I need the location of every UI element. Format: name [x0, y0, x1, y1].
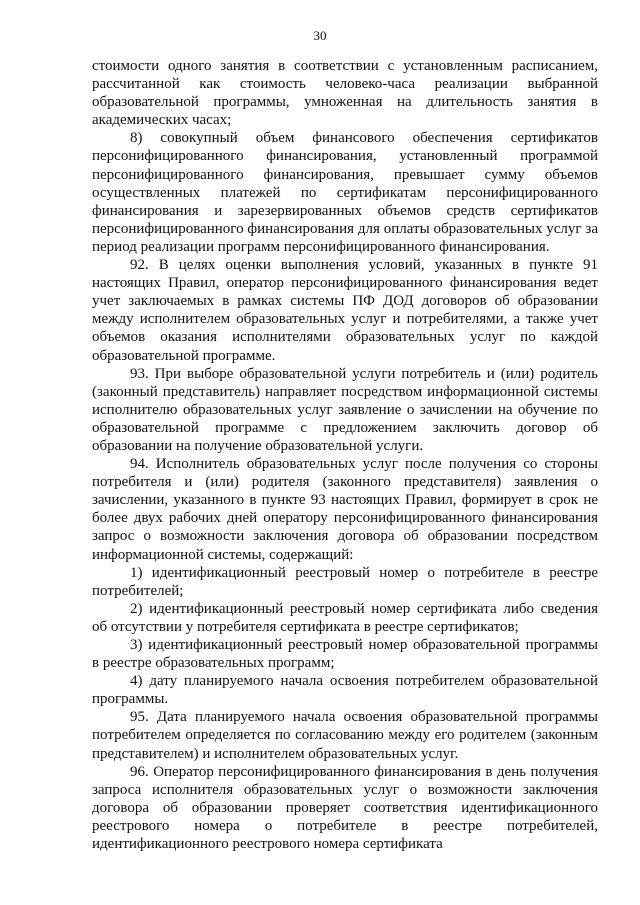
document-body: [92, 57, 598, 853]
paragraph-93: 93. При выборе образовательной услуги потребитель и (или) родитель (законный представитель) направляет посредством информационной системы исполнителю образовательных услуг заявление о зачислении на обучение по образовательной программе с предложением заключить договор об образовании на получение образовательной услуги.: [92, 365, 598, 454]
paragraph-94: 94. Исполнитель образовательных услуг после получения со стороны потребителя и (или) родителя (законного представителя) заявления о зачислении, указанного в пункте 93 настоящих Правил, формирует в срок не более двух рабочих дней оператору персонифицированного финансирования запрос о возможности заключения договора об образовании посредством информационной системы, содержащий:: [92, 456, 598, 563]
paragraph-96: 96. Оператор персонифицированного финансирования в день получения запроса исполнителя образовательных услуг о возможности заключения договора об образовании проверяет соответствия идентификационного реестрового номера о потребителе в реестре потребителей, идентификационного реестрового номера сертификата: [92, 763, 598, 853]
paragraph-continuation: стоимости одного занятия в соответствии с установленным расписанием, рассчитанной как стоимость человеко-часа реализации выбранной образовательной программы, умноженная на длительность занятия в академических часах;: [92, 58, 598, 129]
paragraph-95: 95. Дата планируемого начала освоения образовательной программы потребителем определяется по согласованию между его родителем (законным представителем) и исполнителем образовательных услуг.: [92, 709, 598, 762]
page-number: 30: [313, 28, 327, 43]
paragraph-item-3: 3) идентификационный реестровый номер образовательной программы в реестре образовательных программ;: [92, 637, 598, 672]
paragraph-item-4: 4) дату планируемого начала освоения потребителем образовательной программы.: [92, 673, 598, 708]
paragraph-item-2: 2) идентификационный реестровый номер сертификата либо сведения об отсутствии у потребителя сертификата в реестре сертификатов;: [92, 600, 598, 635]
paragraph-item-1: 1) идентификационный реестровый номер о потребителе в реестре потребителей;: [92, 564, 598, 599]
paragraph-item-8: 8) совокупный объем финансового обеспечения сертификатов персонифицированного финансирования, установленный программой персонифицированного финансирования, превышает сумму объемов осуществленных платежей по сертификатам персонифицированного финансирования и зарезервированных объемов средств сертификатов персонифицированного финансирования для оплаты образовательных услуг за период реализации программ персонифицированного финансирования.: [92, 130, 598, 255]
paragraph-92: 92. В целях оценки выполнения условий, указанных в пункте 91 настоящих Правил, оператор персонифицированного финансирования ведет учет заключаемых в рамках системы ПФ ДОД договоров об образовании между исполнителем образовательных услуг и потребителями, а также учет объемов оказания исполнителями образовательных услуг по каждой образовательной программе.: [92, 257, 598, 364]
